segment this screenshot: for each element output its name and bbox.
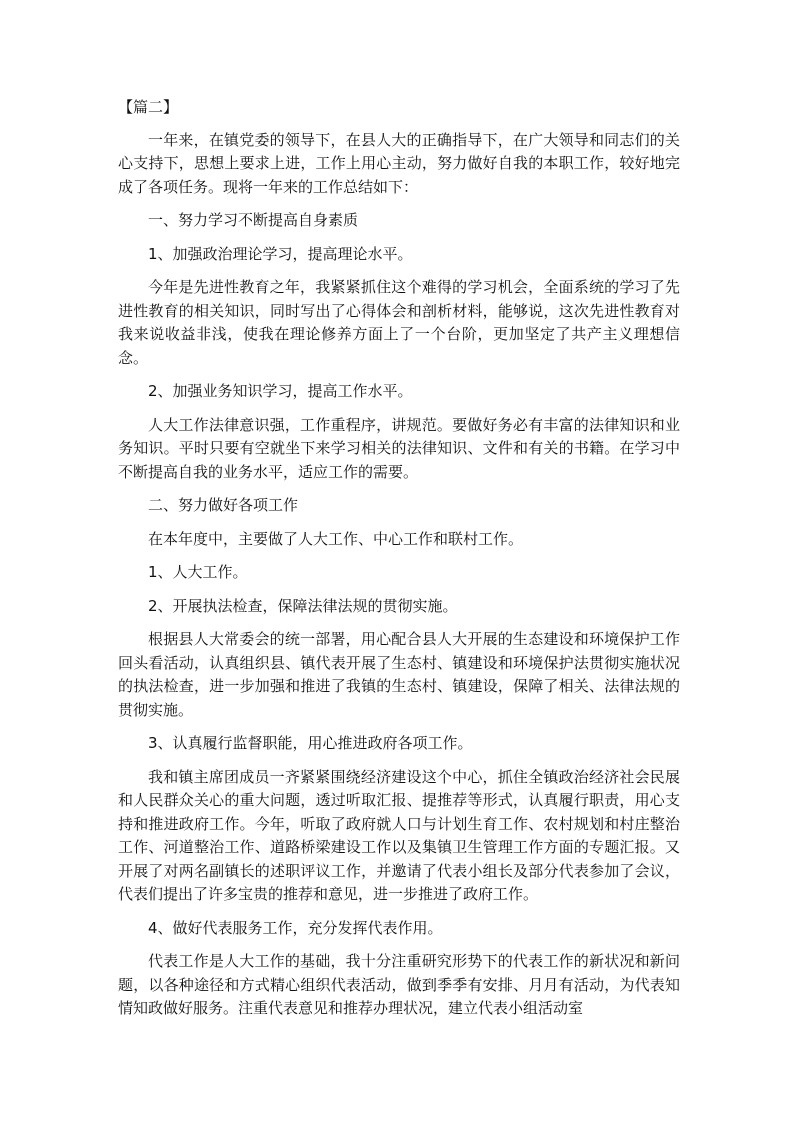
section-title-study: 一、努力学习不断提高自身素质 (148, 211, 359, 229)
paragraph-business: 人大工作法律意识强，工作重程序，讲规范。要做好务必有丰富的法律知识和业务知识。平时只要有空就坐下来学习相关的法律知识、文件和有关的书籍。在学习中不断提高自我的业务水平，适应工作的需要。 (118, 415, 680, 481)
paragraph-supervision: 我和镇主席团成员一齐紧紧围绕经济建设这个中心，抓住全镇政治经济社会民展和人民群众关心的重大问题，透过听取汇报、提推荐等形式，认真履行职责，用心支持和推进政府工作。今年，听取了政府就人口与计划生育工作、农村规划和村庄整治工作、河道整治工作、道路桥梁建设工作以及集镇卫生管理工作方面的专题汇报。又开展了对两名副镇长的述职评议工作，并邀请了代表小组长及部分代表参加了会议，代表们提出了许多宝贵的推荐和意见，进一步推进了政府工作。 (118, 767, 680, 903)
paragraph-enforcement: 根据县人大常委会的统一部署，用心配合县人大开展的生态建设和环境保护工作回头看活动，认真组织县、镇代表开展了生态村、镇建设和环境保护法贯彻实施状况的执法检查，进一步加强和推进了我镇的生态村、镇建设，保障了相关、法律法规的贯彻实施。 (118, 630, 680, 719)
subsection-title-theory: 1、加强政治理论学习，提高理论水平。 (148, 244, 413, 263)
intro-paragraph: 一年来，在镇党委的领导下，在县人大的正确指导下，在广大领导和同志们的关心支持下，思想上要求上进，工作上用心主动，努力做好自我的本职工作，较好地完成了各项任务。现将一年来的工作总结如下： (118, 130, 680, 196)
subsection-title-enforcement: 2、开展执法检查，保障法律法规的贯彻实施。 (148, 596, 458, 615)
paragraph-theory: 今年是先进性教育之年，我紧紧抓住这个难得的学习机会，全面系统的学习了先进性教育的相关知识，同时写出了心得体会和剖析材料，能够说，这次先进性教育对我来说收益非浅，使我在理论修养方面上了一个台阶，更加坚定了共产主义理想信念。 (118, 278, 680, 367)
subsection-title-business: 2、加强业务知识学习，提高工作水平。 (148, 382, 413, 400)
subsection-title-supervision: 3、认真履行监督职能，用心推进政府各项工作。 (148, 734, 473, 752)
paragraph-representatives: 代表工作是人大工作的基础，我十分注重研究形势下的代表工作的新状况和新问题，以各种途径和方式精心组织代表活动，做到季季有安排、月月有活动，为代表知情知政做好服务。注重代表意见和推荐办理状况，建立代表小组活动室 (118, 952, 680, 1017)
subsection-title-npc: 1、人大工作。 (148, 563, 248, 581)
subsection-title-representatives: 4、做好代表服务工作，充分发挥代表作用。 (148, 918, 443, 937)
document-page (118, 96, 680, 1031)
paragraph-work-summary: 在本年度中，主要做了人大工作、中心工作和联村工作。 (148, 529, 524, 548)
section-title-work: 二、努力做好各项工作 (148, 496, 299, 514)
section-heading: 【篇二】 (118, 98, 179, 116)
